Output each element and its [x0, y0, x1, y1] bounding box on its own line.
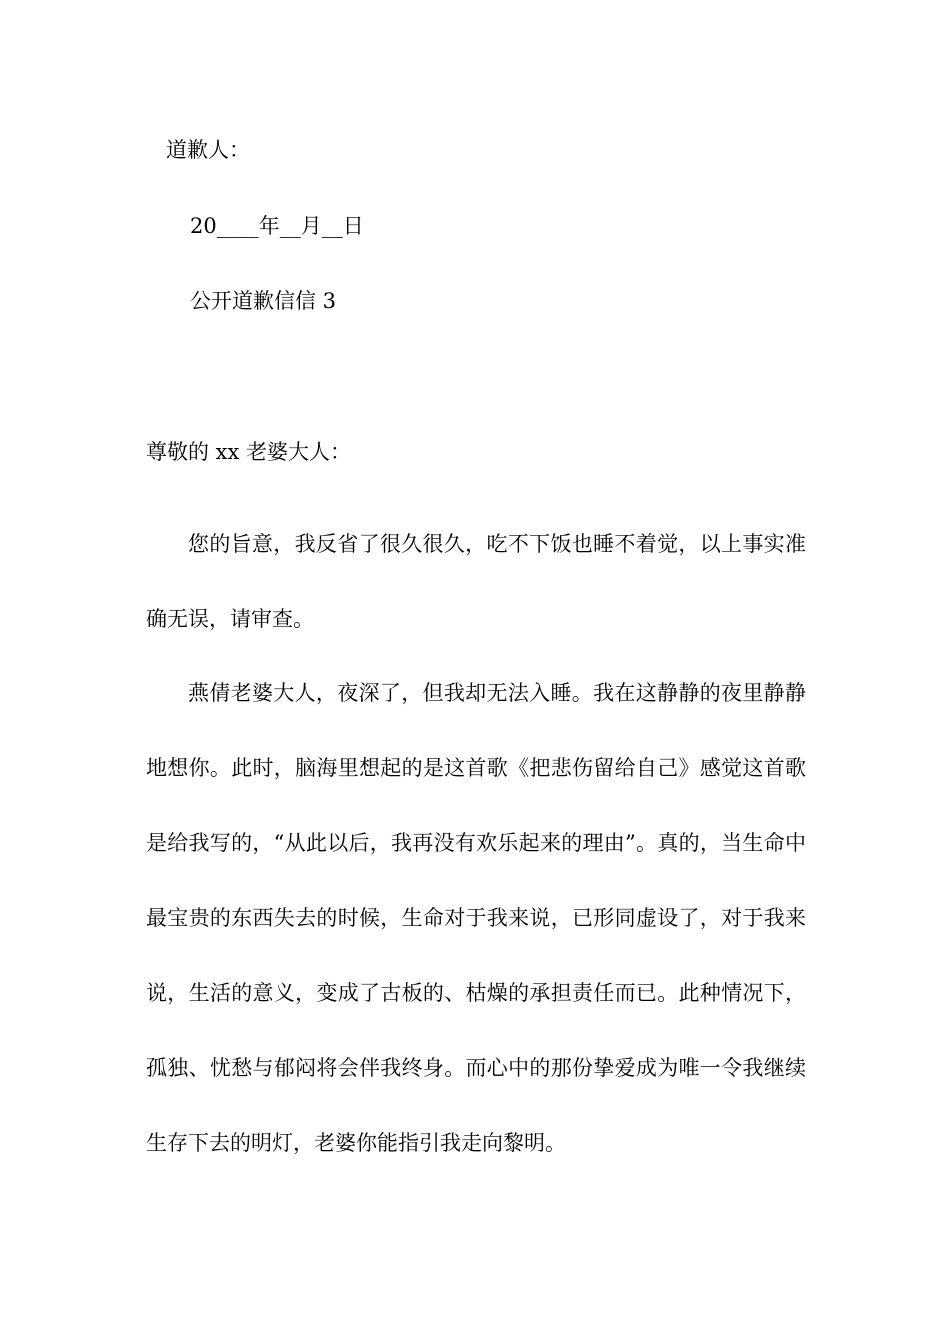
- signer-label: 道歉人：: [166, 138, 250, 162]
- letter-title: 公开道歉信信 3: [190, 289, 337, 313]
- body-paragraph: 燕倩老婆大人，夜深了，但我却无法入睡。我在这静静的夜里静静地想你。此时，脑海里想起的是这首歌《把悲伤留给自己》感觉这首歌是给我写的，“从此以后，我再没有欢乐起来的理由”。真的，当生命中最宝贵的东西失去的时候，生命对于我来说，已形同虚设了，对于我来说，生活的意义，变成了古板的、枯燥的承担责任而已。此种情况下，孤独、忧愁与郁闷将会伴我终身。而心中的那份挚爱成为唯一令我继续生存下去的明灯，老婆你能指引我走向黎明。: [146, 681, 806, 1155]
- body-paragraph: 您的旨意，我反省了很久很久，吃不下饭也睡不着觉，以上事实准确无误，请审查。: [146, 532, 806, 631]
- salutation: 尊敬的 xx 老婆大人：: [146, 440, 352, 464]
- date-line: 20____年__月__日: [190, 214, 364, 238]
